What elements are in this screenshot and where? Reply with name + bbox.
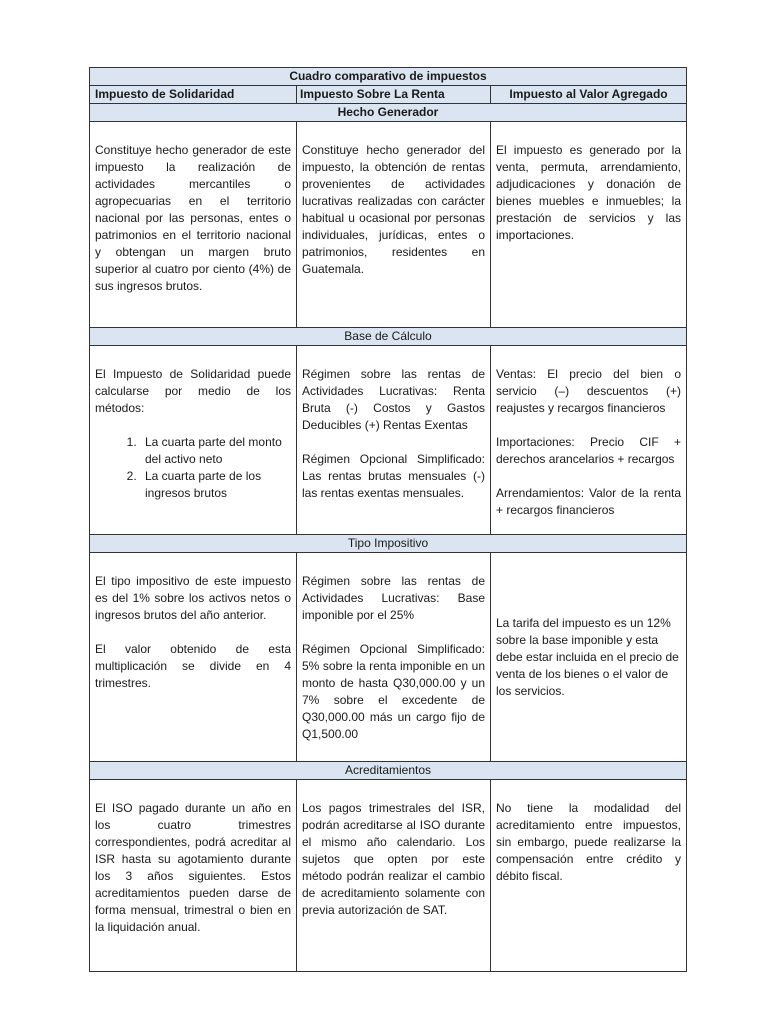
list-item: 2. La cuarta parte de los ingresos brutos	[140, 468, 291, 502]
cell-hecho-solidaridad	[90, 122, 297, 328]
column-header-row	[90, 86, 687, 104]
table-row	[90, 346, 687, 535]
cell-acred-renta	[297, 780, 491, 972]
cell-text: No tiene la modalidad del acreditamiento entre impuestos, sin embargo, puede realizarse la compensación entre crédito y débito fiscal.	[496, 801, 681, 883]
section-header-hecho-generador: Hecho Generador	[90, 104, 687, 122]
cell-tipo-solidaridad	[90, 553, 297, 762]
cell-text: Constituye hecho generador del impuesto, la obtención de rentas provenientes de actividades lucrativas realizadas con carácter habitual u ocasional por personas individuales, jurídicas, entes o patrimonios, residentes en Guatemala.	[302, 143, 485, 276]
cell-tipo-renta	[297, 553, 491, 762]
cell-text: El ISO pagado durante un año en los cuatro trimestres correspondientes, podrá acreditar al ISR hasta su agotamiento durante los 3 años siguientes. Estos acreditamientos pueden darse de forma mensual, trimestral o bien en la liquidación anual.	[95, 801, 291, 934]
cell-text: Ventas: El precio del bien o servicio (–) descuentos (+) reajustes y recargos financieros	[496, 367, 681, 415]
section-header-acreditamientos: Acreditamientos	[90, 762, 687, 780]
cell-base-solidaridad	[90, 346, 297, 535]
section-header-tipo-impositivo: Tipo Impositivo	[90, 535, 687, 553]
cell-text: Arrendamientos: Valor de la renta + recargos financieros	[496, 486, 681, 517]
column-header-renta: Impuesto Sobre La Renta	[297, 86, 491, 104]
section-header-row	[90, 535, 687, 553]
cell-text: Régimen Opcional Simplificado: 5% sobre la renta imponible en un monto de hasta Q30,000.00 y un 7% sobre el excedente de Q30,000.00 más un cargo fijo de Q1,500.00	[302, 642, 485, 741]
section-header-row	[90, 104, 687, 122]
table-row	[90, 553, 687, 762]
column-header-iva: Impuesto al Valor Agregado	[491, 86, 687, 104]
cell-text: Constituye hecho generador de este impuesto la realización de actividades mercantiles o agropecuarias en el territorio nacional por las personas, entes o patrimonios en el territorio nacional y obtengan un margen bruto superior al cuatro por ciento (4%) de sus ingresos brutos.	[95, 143, 291, 293]
cell-base-renta	[297, 346, 491, 535]
cell-text: Régimen sobre las rentas de Actividades Lucrativas: Base imponible por el 25%	[302, 574, 485, 622]
methods-list	[95, 434, 291, 502]
cell-text: El impuesto es generado por la venta, permuta, arrendamiento, adjudicaciones y donación de bienes muebles e inmuebles; la prestación de servicios y las importaciones.	[496, 143, 681, 242]
cell-hecho-iva	[491, 122, 687, 328]
cell-text: El tipo impositivo de este impuesto es del 1% sobre los activos netos o ingresos brutos del año anterior.	[95, 574, 291, 622]
section-header-row	[90, 762, 687, 780]
cell-tipo-iva	[491, 553, 687, 762]
table-title: Cuadro comparativo de impuestos	[90, 68, 687, 86]
list-item: 1. La cuarta parte del monto del activo neto	[140, 434, 291, 468]
cell-acred-iva	[491, 780, 687, 972]
table-title-row	[90, 68, 687, 86]
cell-text: Régimen sobre las rentas de Actividades Lucrativas: Renta Bruta (-) Costos y Gastos Deducibles (+) Rentas Exentas	[302, 367, 485, 432]
cell-text: El valor obtenido de esta multiplicación se divide en 4 trimestres.	[95, 642, 291, 690]
section-header-base-calculo: Base de Cálculo	[90, 328, 687, 346]
cell-text: Los pagos trimestrales del ISR, podrán acreditarse al ISO durante el mismo año calendario. Los sujetos que opten por este método podrán realizar el cambio de acreditamiento solamente con previa autorización de SAT.	[302, 801, 485, 917]
section-header-row	[90, 328, 687, 346]
cell-acred-solidaridad	[90, 780, 297, 972]
comparison-table-wrapper	[89, 67, 686, 972]
cell-text: Régimen Opcional Simplificado: Las rentas brutas mensuales (-) las rentas exentas mensuales.	[302, 452, 485, 500]
cell-text: Importaciones: Precio CIF + derechos arancelarios + recargos	[496, 435, 681, 466]
column-header-solidaridad: Impuesto de Solidaridad	[90, 86, 297, 104]
comparison-table	[89, 67, 687, 972]
cell-base-iva	[491, 346, 687, 535]
cell-text: El Impuesto de Solidaridad puede calcularse por medio de los métodos:	[95, 367, 291, 415]
cell-text: La tarifa del impuesto es un 12% sobre la base imponible y esta debe estar incluida en el precio de venta de los bienes o el valor de los servicios.	[496, 615, 679, 698]
cell-hecho-renta	[297, 122, 491, 328]
table-row	[90, 122, 687, 328]
table-row	[90, 780, 687, 972]
